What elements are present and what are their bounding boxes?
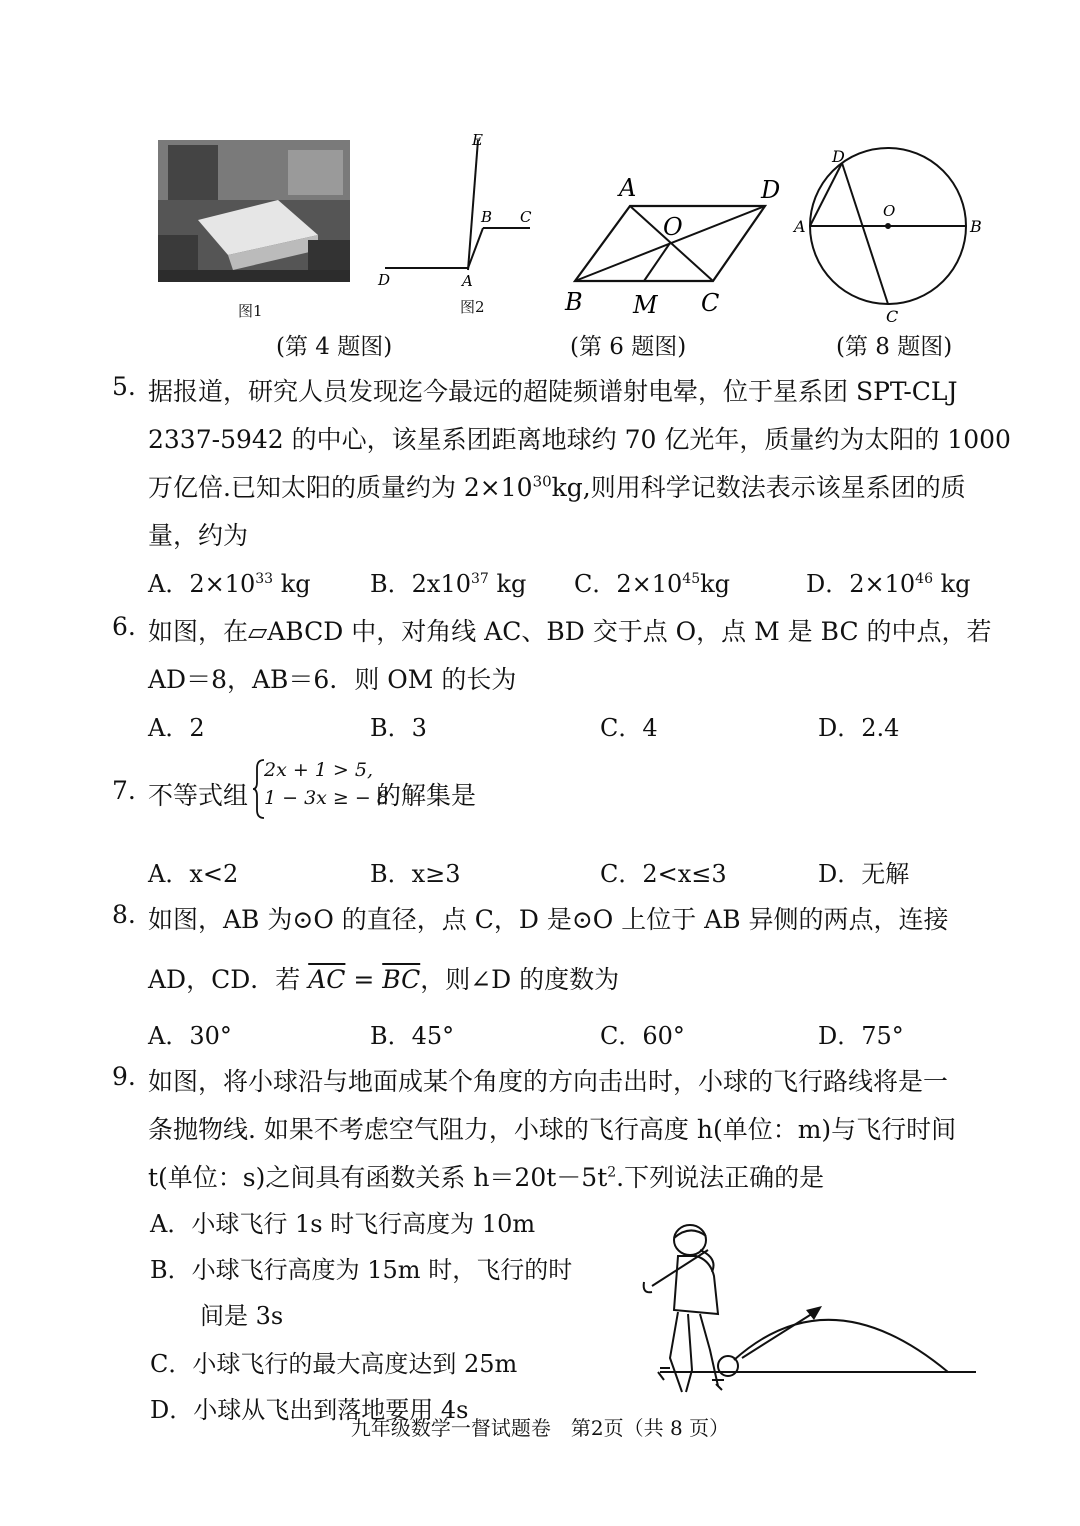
q5-option-b[interactable]: B．$2x10^{37}$ kg	[370, 570, 527, 598]
q7-number: 7.	[112, 776, 136, 805]
q7-prefix: 不等式组	[148, 781, 249, 810]
q5-line1: 据报道，研究人员发现迄今最远的超陡频谱射电晕，位于星系团 SPT-CLJ	[148, 377, 958, 406]
point-label-A: A	[794, 217, 806, 236]
q9-line1: 如图，将小球沿与地面成某个角度的方向击出时，小球的飞行路线将是一	[148, 1067, 949, 1096]
fig2-label: 图2	[460, 298, 485, 316]
point-label-C: C	[520, 208, 532, 226]
point-label-O: O	[883, 202, 896, 220]
q4-angle-figure	[370, 130, 545, 305]
q9-option-b-line1[interactable]: B．小球飞行高度为 15m 时，飞行的时	[150, 1256, 573, 1284]
q5-option-d[interactable]: D．$2\times 10^{46}$ kg	[806, 570, 971, 598]
q8-circle-figure	[790, 146, 1000, 326]
q6-caption: (第 6 题图)	[570, 334, 687, 360]
q9-golf-figure	[630, 1220, 980, 1400]
q6-number: 6.	[112, 612, 136, 641]
q9-line2: 条抛物线. 如果不考虑空气阻力，小球的飞行高度 h(单位：m)与飞行时间	[148, 1115, 957, 1144]
point-label-D: D	[832, 147, 845, 166]
q6-line1: 如图，在▱ABCD 中，对角线 AC、BD 交于点 O，点 M 是 BC 的中点，若	[148, 617, 992, 646]
point-label-D: D	[761, 176, 781, 204]
q8-option-c[interactable]: C．60°	[600, 1022, 685, 1050]
point-label-B: B	[970, 217, 982, 236]
q7-inequality-2: 1 − 3x ≥ − 8	[264, 787, 389, 809]
point-label-B: B	[481, 208, 493, 226]
point-label-M: M	[633, 291, 658, 318]
q7-option-d[interactable]: D．无解	[818, 860, 910, 888]
q9-option-d[interactable]: D．小球从飞出到落地要用 4s	[150, 1396, 469, 1424]
q4-photo-figure	[158, 140, 350, 282]
page-footer: 九年级数学一督试题卷 第2页（共 8 页）	[350, 1416, 730, 1440]
q5-option-c[interactable]: C．$2\times 10^{45}kg$	[574, 570, 731, 598]
point-label-B: B	[565, 288, 583, 316]
q6-option-b[interactable]: B．3	[370, 714, 427, 742]
q7-system	[264, 756, 389, 812]
q8-number: 8.	[112, 900, 136, 929]
q9-line3: t(单位：s)之间具有函数关系 $h=20t-5t^2$.下列说法正确的是	[148, 1163, 825, 1192]
q8-line2: AD，CD．若 $\overline{AC} = \overline{BC}$，则∠D 的度数为	[148, 965, 620, 994]
point-label-A: A	[619, 174, 637, 202]
point-label-O: O	[663, 213, 683, 241]
q9-number: 9.	[112, 1062, 136, 1091]
q5-line3: 万亿倍.已知太阳的质量约为 $2\times 10^{30}kg$,则用科学记数法表示该星系团的质	[148, 472, 966, 502]
q8-line1: 如图，AB 为⊙O 的直径，点 C，D 是⊙O 上位于 AB 异侧的两点，连接	[148, 905, 949, 934]
q8-option-d[interactable]: D．75°	[818, 1022, 904, 1050]
q8-caption: (第 8 题图)	[836, 334, 953, 360]
point-label-D: D	[378, 271, 391, 289]
q7-suffix: 的解集是	[376, 781, 477, 810]
point-label-C: C	[701, 289, 720, 317]
q8-option-b[interactable]: B．45°	[370, 1022, 455, 1050]
q6-option-d[interactable]: D．2.4	[818, 714, 900, 742]
q7-option-b[interactable]: B．x≥3	[370, 860, 461, 888]
q7-inequality-1: 2x + 1 > 5,	[264, 759, 374, 781]
q5-line2: 2337-5942 的中心，该星系团距离地球约 70 亿光年，质量约为太阳的 1000	[148, 425, 1011, 454]
q5-option-a[interactable]: A．$2\times 10^{33}$ kg	[148, 570, 311, 598]
q6-option-a[interactable]: A．2	[148, 714, 205, 742]
q9-option-c[interactable]: C．小球飞行的最大高度达到 25m	[150, 1350, 518, 1378]
point-label-C: C	[886, 307, 899, 326]
q7-option-c[interactable]: C．2<x≤3	[600, 860, 727, 888]
arc-bc: $\overline{BC}$	[382, 965, 421, 994]
q6-line2: AD＝8，AB＝6．则 OM 的长为	[148, 665, 517, 694]
q8-option-a[interactable]: A．30°	[148, 1022, 232, 1050]
q4-caption: (第 4 题图)	[276, 334, 393, 360]
arc-ac: $\overline{AC}$	[308, 965, 346, 994]
q6-parallelogram-figure	[555, 168, 795, 318]
q5-line4: 量，约为	[148, 521, 249, 550]
q7-option-a[interactable]: A．x<2	[148, 860, 239, 888]
q9-option-a[interactable]: A．小球飞行 1s 时飞行高度为 10m	[150, 1210, 536, 1238]
q9-option-b-line2: 间是 3s	[200, 1302, 284, 1330]
point-label-A: A	[462, 272, 473, 290]
fig1-label: 图1	[238, 302, 263, 320]
q6-option-c[interactable]: C．4	[600, 714, 658, 742]
point-label-E: E	[472, 131, 483, 149]
q5-number: 5.	[112, 372, 136, 401]
room-photo-image	[158, 140, 350, 282]
